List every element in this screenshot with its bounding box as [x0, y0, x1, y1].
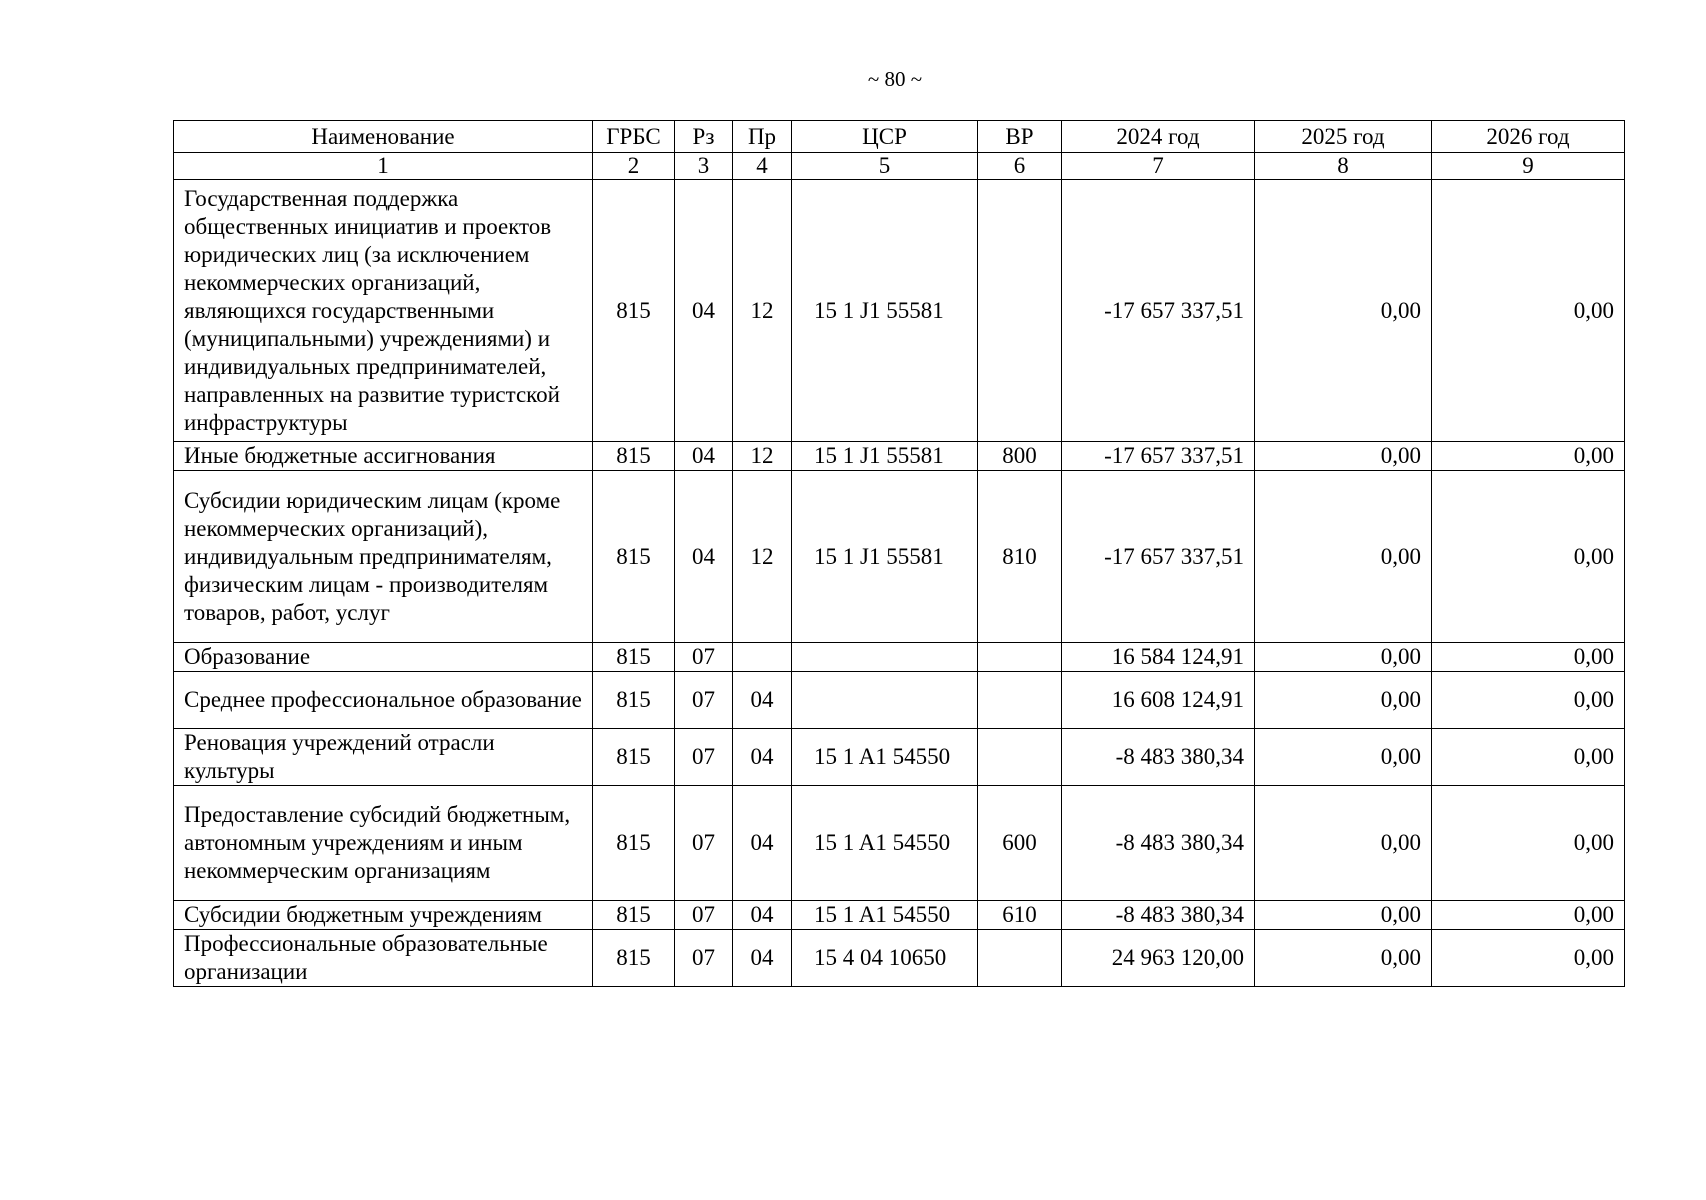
row-2024: 24 963 120,00 — [1062, 930, 1255, 987]
row-rz: 04 — [675, 180, 733, 442]
row-2024: -8 483 380,34 — [1062, 786, 1255, 901]
row-grbs: 815 — [593, 643, 675, 672]
row-grbs: 815 — [593, 180, 675, 442]
row-name: Профессиональные образовательные организации — [174, 930, 593, 987]
row-name: Среднее профессиональное образование — [174, 672, 593, 729]
header-pr: Пр — [733, 121, 792, 153]
row-csr: 15 1 A1 54550 — [792, 786, 978, 901]
column-number: 2 — [593, 153, 675, 180]
row-csr: 15 1 A1 54550 — [792, 729, 978, 786]
row-2026: 0,00 — [1432, 442, 1625, 471]
row-2026: 0,00 — [1432, 180, 1625, 442]
column-number: 5 — [792, 153, 978, 180]
row-2024: -17 657 337,51 — [1062, 471, 1255, 643]
row-vr — [978, 729, 1062, 786]
table-row — [174, 643, 1625, 672]
column-number: 4 — [733, 153, 792, 180]
row-2025: 0,00 — [1255, 729, 1432, 786]
row-2024: -17 657 337,51 — [1062, 442, 1255, 471]
row-pr: 12 — [733, 180, 792, 442]
row-pr: 04 — [733, 729, 792, 786]
column-number: 8 — [1255, 153, 1432, 180]
row-grbs: 815 — [593, 930, 675, 987]
row-pr: 04 — [733, 672, 792, 729]
column-number: 7 — [1062, 153, 1255, 180]
row-vr: 810 — [978, 471, 1062, 643]
row-csr — [792, 643, 978, 672]
row-vr — [978, 672, 1062, 729]
row-name: Образование — [174, 643, 593, 672]
row-rz: 07 — [675, 643, 733, 672]
table-row — [174, 901, 1625, 930]
header-name: Наименование — [174, 121, 593, 153]
row-2026: 0,00 — [1432, 729, 1625, 786]
header-2026: 2026 год — [1432, 121, 1625, 153]
row-name: Предоставление субсидий бюджетным, автономным учреждениям и иным некоммерческим организациям — [174, 786, 593, 901]
row-2025: 0,00 — [1255, 180, 1432, 442]
row-2025: 0,00 — [1255, 786, 1432, 901]
row-grbs: 815 — [593, 471, 675, 643]
header-vr: ВР — [978, 121, 1062, 153]
table-row — [174, 786, 1625, 901]
row-rz: 07 — [675, 786, 733, 901]
row-2026: 0,00 — [1432, 643, 1625, 672]
table-row — [174, 471, 1625, 643]
header-2024: 2024 год — [1062, 121, 1255, 153]
row-grbs: 815 — [593, 672, 675, 729]
row-2025: 0,00 — [1255, 901, 1432, 930]
row-csr: 15 1 A1 54550 — [792, 901, 978, 930]
row-2025: 0,00 — [1255, 672, 1432, 729]
row-2024: -8 483 380,34 — [1062, 901, 1255, 930]
row-name: Субсидии бюджетным учреждениям — [174, 901, 593, 930]
row-csr: 15 4 04 10650 — [792, 930, 978, 987]
row-pr — [733, 643, 792, 672]
column-number: 9 — [1432, 153, 1625, 180]
page-number: ~ 80 ~ — [867, 67, 923, 91]
row-vr: 800 — [978, 442, 1062, 471]
table-row — [174, 672, 1625, 729]
row-csr: 15 1 J1 55581 — [792, 180, 978, 442]
row-pr: 04 — [733, 930, 792, 987]
row-2026: 0,00 — [1432, 786, 1625, 901]
column-number: 1 — [174, 153, 593, 180]
row-name: Иные бюджетные ассигнования — [174, 442, 593, 471]
table-row — [174, 930, 1625, 987]
row-2024: 16 584 124,91 — [1062, 643, 1255, 672]
row-rz: 07 — [675, 672, 733, 729]
row-grbs: 815 — [593, 786, 675, 901]
row-pr: 12 — [733, 442, 792, 471]
row-csr: 15 1 J1 55581 — [792, 471, 978, 643]
row-2024: -17 657 337,51 — [1062, 180, 1255, 442]
row-2026: 0,00 — [1432, 672, 1625, 729]
row-vr — [978, 643, 1062, 672]
row-pr: 12 — [733, 471, 792, 643]
row-name: Субсидии юридическим лицам (кроме некоммерческих организаций), индивидуальным предпринимателям, физическим лицам - производителям товаров, работ, услуг — [174, 471, 593, 643]
row-csr — [792, 672, 978, 729]
header-row — [174, 121, 1625, 153]
table-row — [174, 442, 1625, 471]
row-pr: 04 — [733, 786, 792, 901]
row-rz: 04 — [675, 471, 733, 643]
row-2026: 0,00 — [1432, 930, 1625, 987]
column-number: 6 — [978, 153, 1062, 180]
row-grbs: 815 — [593, 442, 675, 471]
row-grbs: 815 — [593, 729, 675, 786]
header-2025: 2025 год — [1255, 121, 1432, 153]
row-name: Реновация учреждений отрасли культуры — [174, 729, 593, 786]
row-rz: 07 — [675, 930, 733, 987]
row-2025: 0,00 — [1255, 643, 1432, 672]
column-number: 3 — [675, 153, 733, 180]
row-2025: 0,00 — [1255, 930, 1432, 987]
row-vr: 600 — [978, 786, 1062, 901]
row-2024: 16 608 124,91 — [1062, 672, 1255, 729]
row-2024: -8 483 380,34 — [1062, 729, 1255, 786]
row-2026: 0,00 — [1432, 901, 1625, 930]
row-vr — [978, 930, 1062, 987]
header-grbs: ГРБС — [593, 121, 675, 153]
row-rz: 07 — [675, 901, 733, 930]
row-2026: 0,00 — [1432, 471, 1625, 643]
row-rz: 07 — [675, 729, 733, 786]
column-number-row — [174, 153, 1625, 180]
table-row — [174, 180, 1625, 442]
row-vr: 610 — [978, 901, 1062, 930]
header-rz: Рз — [675, 121, 733, 153]
row-csr: 15 1 J1 55581 — [792, 442, 978, 471]
row-grbs: 815 — [593, 901, 675, 930]
table-row — [174, 729, 1625, 786]
row-2025: 0,00 — [1255, 442, 1432, 471]
row-pr: 04 — [733, 901, 792, 930]
budget-table — [173, 120, 1625, 987]
row-name: Государственная поддержка общественных инициатив и проектов юридических лиц (за исключением некоммерческих организаций, являющихся государственными (муниципальными) учреждениями) и индивидуальных предпринимателей, направленных на развитие туристской инфраструктуры — [174, 180, 593, 442]
row-vr — [978, 180, 1062, 442]
row-rz: 04 — [675, 442, 733, 471]
header-csr: ЦСР — [792, 121, 978, 153]
row-2025: 0,00 — [1255, 471, 1432, 643]
